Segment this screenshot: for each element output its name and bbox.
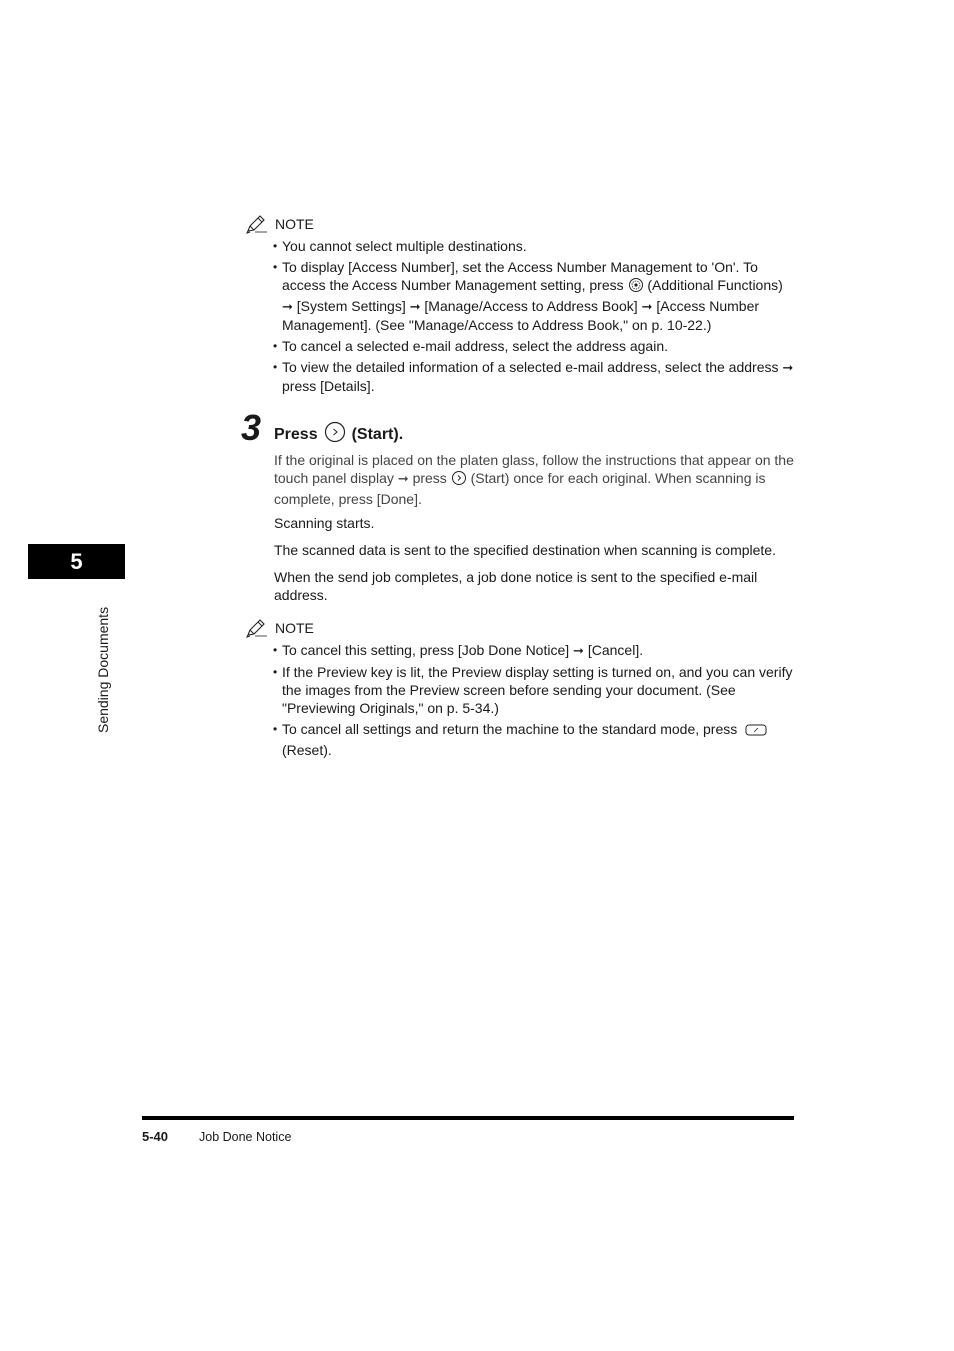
start-button-icon [451, 470, 467, 490]
step-number: 3 [241, 407, 262, 448]
list-item: • If the Preview key is lit, the Preview display setting is turned on, and you can verify the images from the Preview screen before sending your document. (See "Previewing Originals," on p. 5-34.) [273, 663, 795, 717]
additional-functions-icon [628, 277, 644, 297]
note-block-2 [245, 618, 795, 762]
footer-page-number: 5-40 [142, 1129, 169, 1144]
note-list-2 [273, 641, 795, 759]
note-heading-1 [245, 214, 795, 234]
step-instruction: If the original is placed on the platen glass, follow the instructions that appear on the touch panel display ➞ press (Start) once for each original. When scanning is complete, press [Done]. [274, 452, 794, 507]
list-item: • To display [Access Number], set the Access Number Management to 'On'. To access the Access Number Management setting, press (Additional Functions) ➞ [System Settings] ➞ [Manage/Access to Address Book] ➞ [Access Number Management]. (See "Manage/Access to Address Book," on p. 10-22.) [273, 258, 795, 334]
note-label: NOTE [275, 216, 314, 232]
chapter-tab [28, 544, 125, 579]
pencil-note-icon [245, 214, 269, 234]
chapter-side-title: Sending Documents [95, 606, 111, 733]
step-press-word: Press [274, 426, 318, 443]
start-button-icon [324, 421, 346, 449]
arrow-symbol: ➞ [397, 471, 409, 486]
list-item: • To cancel a selected e-mail address, select the address again. [273, 337, 795, 355]
step-paragraph: Scanning starts. [274, 515, 375, 531]
arrow-symbol: ➞ [282, 299, 293, 314]
list-item: • To cancel this setting, press [Job Done Notice] ➞ [Cancel]. [273, 641, 795, 660]
note-heading-2 [245, 618, 795, 638]
pencil-note-icon [245, 618, 269, 638]
footer-rule [142, 1116, 794, 1120]
list-item: • To view the detailed information of a selected e-mail address, select the address ➞ press [Details]. [273, 358, 795, 395]
note-block-1 [245, 214, 795, 398]
arrow-symbol: ➞ [409, 299, 421, 314]
step-paragraph: When the send job completes, a job done notice is sent to the specified e-mail address. [274, 569, 758, 603]
note-list-1 [273, 237, 795, 395]
note-label: NOTE [275, 620, 314, 636]
step-start-label: (Start). [351, 426, 404, 443]
list-item: • To cancel all settings and return the machine to the standard mode, press (Reset). [273, 720, 795, 759]
step-title [274, 421, 403, 449]
step-paragraph: The scanned data is sent to the specified destination when scanning is complete. [274, 542, 776, 558]
footer-section-title: Job Done Notice [199, 1130, 292, 1144]
chapter-number: 5 [70, 548, 83, 574]
arrow-symbol: ➞ [641, 299, 653, 314]
arrow-symbol: ➞ [573, 643, 584, 658]
list-item: • You cannot select multiple destinations. [273, 237, 795, 255]
arrow-symbol: ➞ [782, 360, 794, 375]
reset-button-icon [745, 723, 767, 741]
